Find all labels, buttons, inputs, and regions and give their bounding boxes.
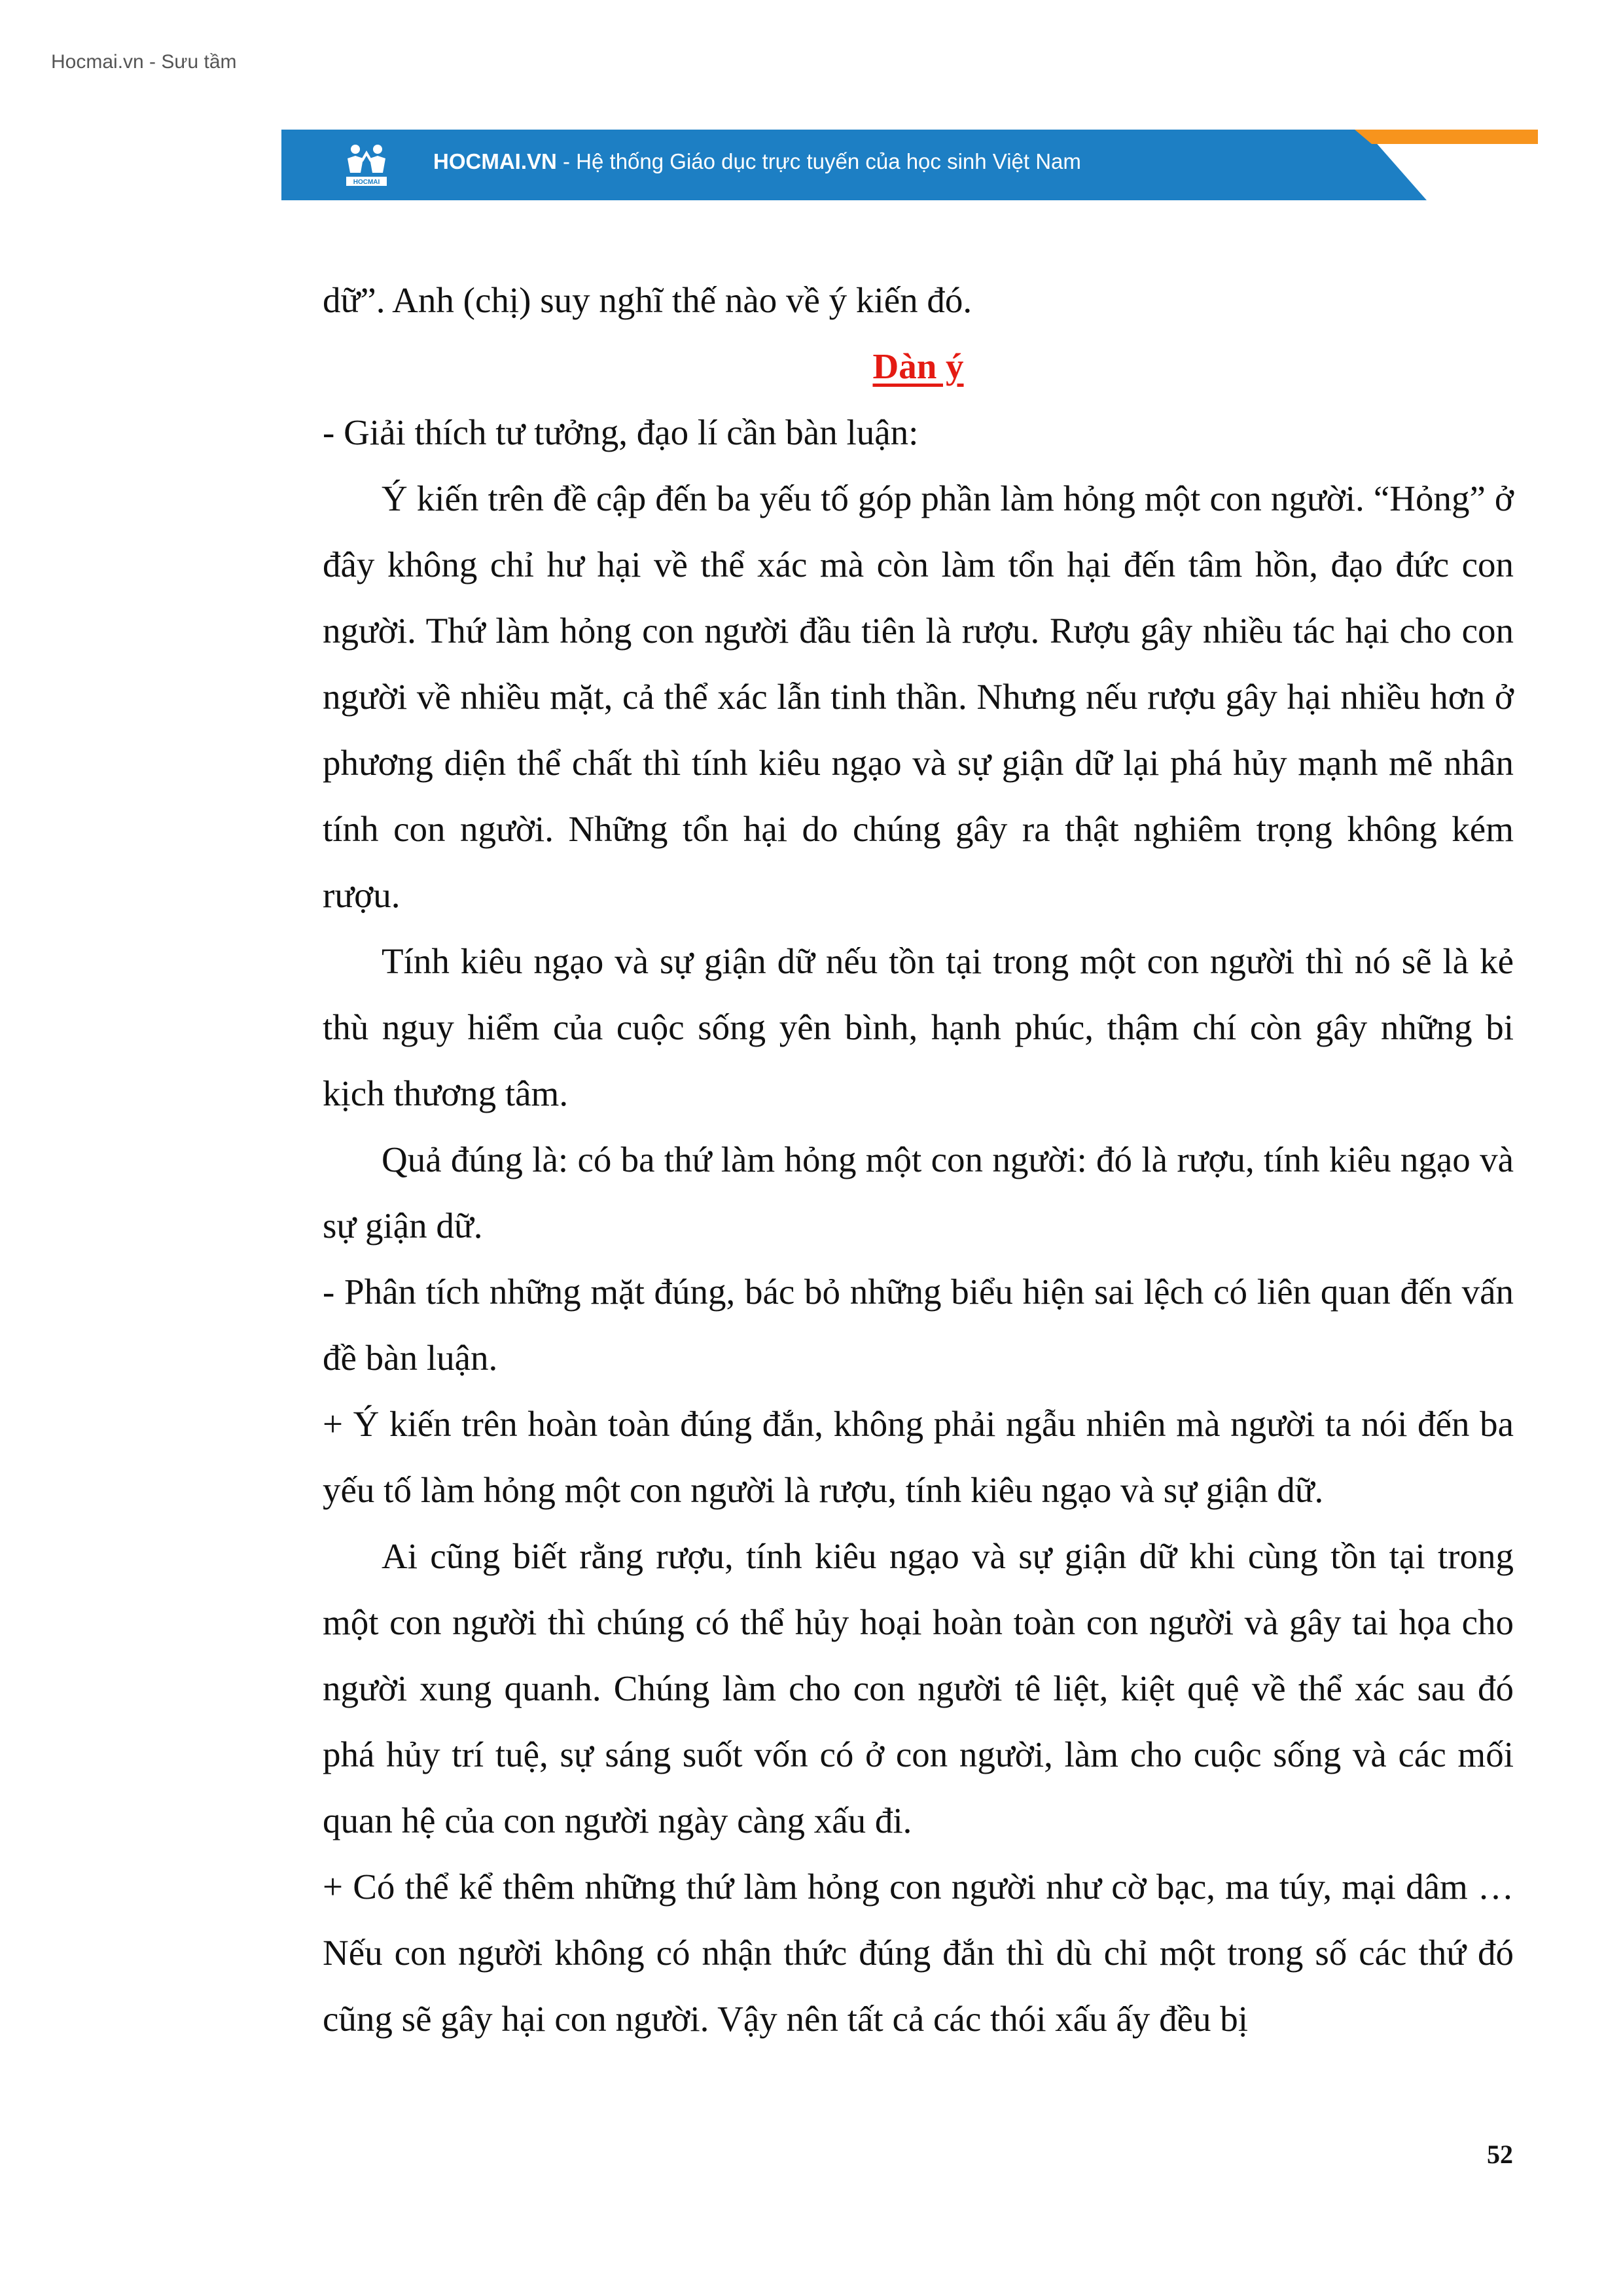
paragraph: + Có thể kể thêm những thứ làm hỏng con người như cờ bạc, ma túy, mại dâm … Nếu con người không có nhận thức đúng đắn thì dù chỉ một trong số các thứ đó cũng sẽ gây hại con người. Vậy nên tất cả các thói xấu ấy đều bị: [323, 1867, 1514, 2039]
paragraph: Ai cũng biết rằng rượu, tính kiêu ngạo và sự giận dữ khi cùng tồn tại trong một con người thì chúng có thể hủy hoại hoàn toàn con người và gây tai họa cho người xung quanh. Chúng làm cho con người tê liệt, kiệt quệ về thể xác sau đó phá hủy trí tuệ, sự sáng suốt vốn có ở con người, làm cho cuộc sống và các mối quan hệ của con người ngày càng xấu đi.: [323, 1536, 1514, 1840]
banner-title: [433, 149, 1081, 174]
outline-heading: Dàn ý: [872, 346, 964, 386]
logo-caption: HOCMAI: [353, 179, 380, 186]
hocmai-logo-icon: [344, 141, 389, 188]
header-banner: [281, 130, 1538, 200]
document-body: [323, 267, 1514, 2052]
paragraph: Tính kiêu ngạo và sự giận dữ nếu tồn tại trong một con người thì nó sẽ là kẻ thù nguy hiểm của cuộc sống yên bình, hạnh phúc, thậm chí còn gây những bi kịch thương tâm.: [323, 941, 1514, 1113]
brand-name: HOCMAI.VN: [433, 149, 557, 173]
intro-line: dữ”. Anh (chị) suy nghĩ thế nào về ý kiến đó.: [323, 280, 972, 320]
brand-tagline: - Hệ thống Giáo dục trực tuyến của học sinh Việt Nam: [556, 149, 1081, 173]
paragraph: - Phân tích những mặt đúng, bác bỏ những biểu hiện sai lệch có liên quan đến vấn đề bàn luận.: [323, 1272, 1514, 1378]
paragraph: Quả đúng là: có ba thứ làm hỏng một con người: đó là rượu, tính kiêu ngạo và sự giận dữ.: [323, 1139, 1514, 1246]
paragraph: Ý kiến trên đề cập đến ba yếu tố góp phần làm hỏng một con người. “Hỏng” ở đây không chỉ hư hại về thể xác mà còn làm tổn hại đến tâm hồn, đạo đức con người. Thứ làm hỏng con người đầu tiên là rượu. Rượu gây nhiều tác hại cho con người về nhiều mặt, cả thể xác lẫn tinh thần. Nhưng nếu rượu gây hại nhiều hơn ở phương diện thể chất thì tính kiêu ngạo và sự giận dữ lại phá hủy mạnh mẽ nhân tính con người. Những tổn hại do chúng gây ra thật nghiêm trọng không kém rượu.: [323, 478, 1514, 915]
paragraph: + Ý kiến trên hoàn toàn đúng đắn, không phải ngẫu nhiên mà người ta nói đến ba yếu tố làm hỏng một con người là rượu, tính kiêu ngạo và sự giận dữ.: [323, 1404, 1514, 1510]
source-watermark: Hocmai.vn - Sưu tầm: [51, 51, 237, 73]
page-number: 52: [1487, 2140, 1513, 2169]
paragraph: - Giải thích tư tưởng, đạo lí cần bàn luận:: [323, 412, 919, 452]
